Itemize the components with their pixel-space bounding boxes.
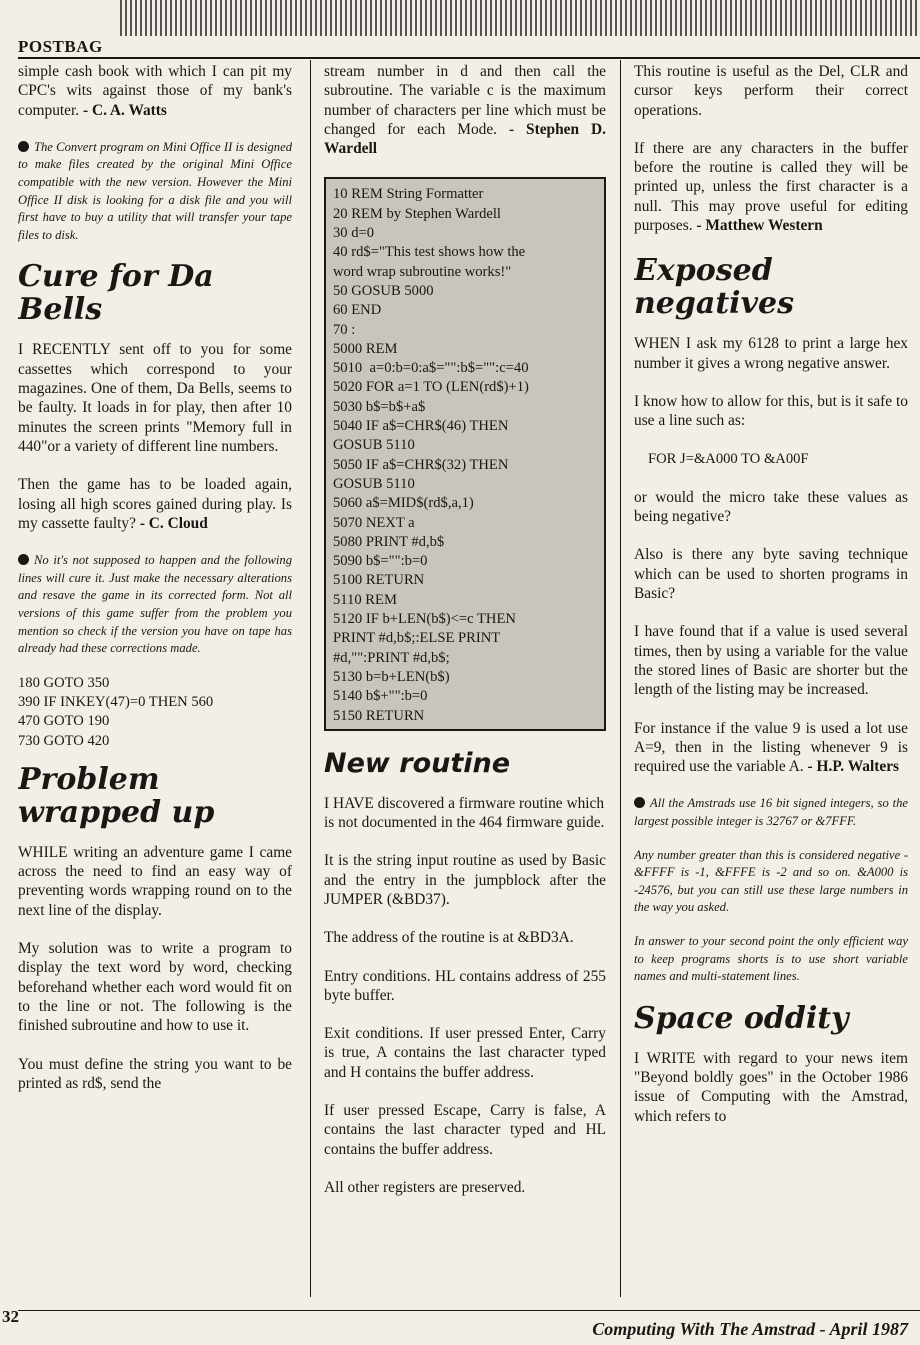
paragraph: You must define the string you want to be printed as rd$, send the	[18, 1055, 292, 1092]
paragraph-text: stream number in d and then call the subroutine. The variable c is the maximum number of characters per line which must be changed for each Mode.	[324, 63, 606, 138]
paragraph: or would the micro take these values as being negative?	[634, 488, 908, 526]
paragraph: The address of the routine is at &BD3A.	[324, 929, 574, 947]
paragraph: If user pressed Escape, Carry is false, A contains the last character typed and HL contains the buffer address.	[324, 1102, 606, 1158]
paragraph: WHILE writing an adventure game I came across the need to find an easy way of preventing words wrapping round on to the next line of the display.	[18, 843, 292, 919]
section-label: POSTBAG	[18, 37, 103, 56]
paragraph	[634, 719, 908, 777]
column-divider	[310, 60, 311, 1297]
editor-reply	[18, 139, 292, 245]
paragraph-text: Then the game has to be loaded again, losing all high scores gained during play. Is my cassette faulty?	[18, 476, 292, 532]
header-hatch-decoration	[120, 0, 920, 36]
magazine-title: Computing With The Amstrad - April 1987	[592, 1319, 908, 1339]
column-1	[18, 62, 292, 1297]
letter-signature: - C. Cloud	[139, 514, 208, 532]
bullet-icon	[18, 554, 29, 565]
letter-signature: - H.P. Walters	[807, 758, 900, 776]
paragraph: I HAVE discovered a firmware routine which is not documented in the 464 firmware guide.	[324, 794, 605, 832]
basic-program-listing: 10 REM String Formatter 20 REM by Stephen Wardell 30 d=0 40 rd$="This test shows how the word wrap subroutine works!" 50 GOSUB 5000 60 END 70 : 5000 REM 5010 a=0:b=0:a$="":b$="":c=40 5020 FOR a=1 TO (LEN(rd$)+1) 5030 b$=b$+a$ 5040 IF a$=CHR$(46) THEN GOSUB 5110 5050 IF a$=CHR$(32) THEN GOSUB 5110 5060 a$=MID$(rd$,a,1) 5070 NEXT a 5080 PRINT #d,b$ 5090 b$="":b=0 5100 RETURN 5110 REM 5120 IF b+LEN(b$)<=c THEN PRINT #d,b$;:ELSE PRINT #d,"":PRINT #d,b$; 5130 b=b+LEN(b$) 5140 b$+"":b=0 5150 RETURN	[324, 177, 606, 730]
page-number: 32	[2, 1307, 19, 1326]
paragraph: This routine is useful as the Del, CLR and cursor keys perform their correct operations.	[634, 63, 908, 119]
headline-problem-wrapped-up: Problem wrapped up	[18, 761, 215, 830]
editor-reply	[634, 795, 908, 830]
letter-signature: - C. A. Watts	[82, 101, 167, 119]
letter-cash-book	[18, 62, 292, 120]
editor-reply: Any number greater than this is considered negative - &FFFF is -1, &FFFE is -2 and so on. &A000 is -24576, but you can still use these large numbers in the way you asked.	[634, 847, 908, 915]
letter-text: simple cash book with which I can pit my CPC's wits against those of my bank's computer.	[18, 63, 292, 119]
headline-new-routine: New routine	[324, 747, 511, 779]
paragraph: I know how to allow for this, but is it safe to use a line such as:	[634, 392, 908, 430]
editor-reply	[18, 552, 292, 658]
paragraph	[18, 475, 292, 533]
paragraph: Entry conditions. HL contains address of 255 byte buffer.	[324, 967, 606, 1004]
reply-text: The Convert program on Mini Office II is designed to make files created by the original Mini Office compatible with the new version. However the Mini Office II disk is looking for a disk file and you will first have to buy a utility that will transfer your tape files to disk.	[18, 139, 292, 242]
bullet-icon	[18, 141, 29, 152]
paragraph	[324, 62, 606, 158]
paragraph-text: For instance if the value 9 is used a lot use A=9, then in the listing whenever 9 is required use the variable A.	[634, 719, 908, 776]
paragraph: Also is there any byte saving technique which can be used to shorten programs in Basic?	[634, 546, 908, 603]
column-divider	[620, 60, 621, 1297]
paragraph: I have found that if a value is used several times, then by using a variable for the value the stored lines of Basic are shorter but the length of the listing may be increased.	[634, 623, 908, 699]
letter-signature: - Matthew Western	[696, 217, 823, 235]
paragraph: It is the string input routine as used by Basic and the entry in the jumpblock after the JUMPER (&BD37).	[324, 852, 606, 908]
paragraph: I WRITE with regard to your news item "Beyond boldly goes" in the October 1986 issue of Computing with the Amstrad, which refers to	[634, 1049, 908, 1125]
letter-signature: - Stephen D. Wardell	[324, 120, 606, 158]
paragraph-text: If there are any characters in the buffer before the routine is called they will be printed up, unless the first character is a null. This may prove useful for editing purposes.	[634, 139, 908, 235]
header-rule	[18, 57, 920, 59]
paragraph	[634, 139, 908, 235]
reply-text: All the Amstrads use 16 bit signed integers, so the largest possible integer is 32767 or &7FFF.	[634, 796, 908, 829]
column-2	[324, 62, 606, 1297]
code-fix-lines: 180 GOTO 350 390 IF INKEY(47)=0 THEN 560 470 GOTO 190 730 GOTO 420	[18, 674, 214, 749]
paragraph: WHEN I ask my 6128 to print a large hex number it gives a wrong negative answer.	[634, 335, 908, 372]
paragraph: All other registers are preserved.	[324, 1178, 526, 1196]
headline-exposed-negatives: Exposed negatives	[634, 253, 794, 322]
reply-text: No it's not supposed to happen and the following lines will cure it. Just make the necessary alterations and resave the game in its corrected form. Not all versions of this game suffer from the problem you mention so check if the version you have on tape has already had these corrections made.	[18, 553, 292, 656]
bullet-icon	[634, 797, 645, 808]
editor-reply: In answer to your second point the only efficient way to keep programs shorts is to use short variable names and multi-statement lines.	[634, 933, 908, 984]
paragraph: My solution was to write a program to display the text word by word, checking beforehand whether each word would fit on to the line or not. The following is the finished subroutine and how to use it.	[18, 940, 292, 1035]
paragraph: I RECENTLY sent off to you for some cassettes which correspond to your magazines. One of them, Da Bells, seems to be faulty. It loads in for play, then after 10 minutes the screen prints "Memory full in 440"or a variety of different line numbers.	[18, 341, 292, 455]
paragraph: Exit conditions. If user pressed Enter, Carry is true, A contains the last character typed and H contains the buffer address.	[324, 1025, 606, 1081]
headline-cure-for-da-bells: Cure for Da Bells	[18, 259, 214, 328]
headline-space-oddity: Space oddity	[634, 1000, 849, 1036]
column-3	[634, 62, 908, 1297]
footer-rule	[18, 1310, 920, 1311]
code-line: FOR J=&A000 TO &A00F	[648, 450, 809, 467]
